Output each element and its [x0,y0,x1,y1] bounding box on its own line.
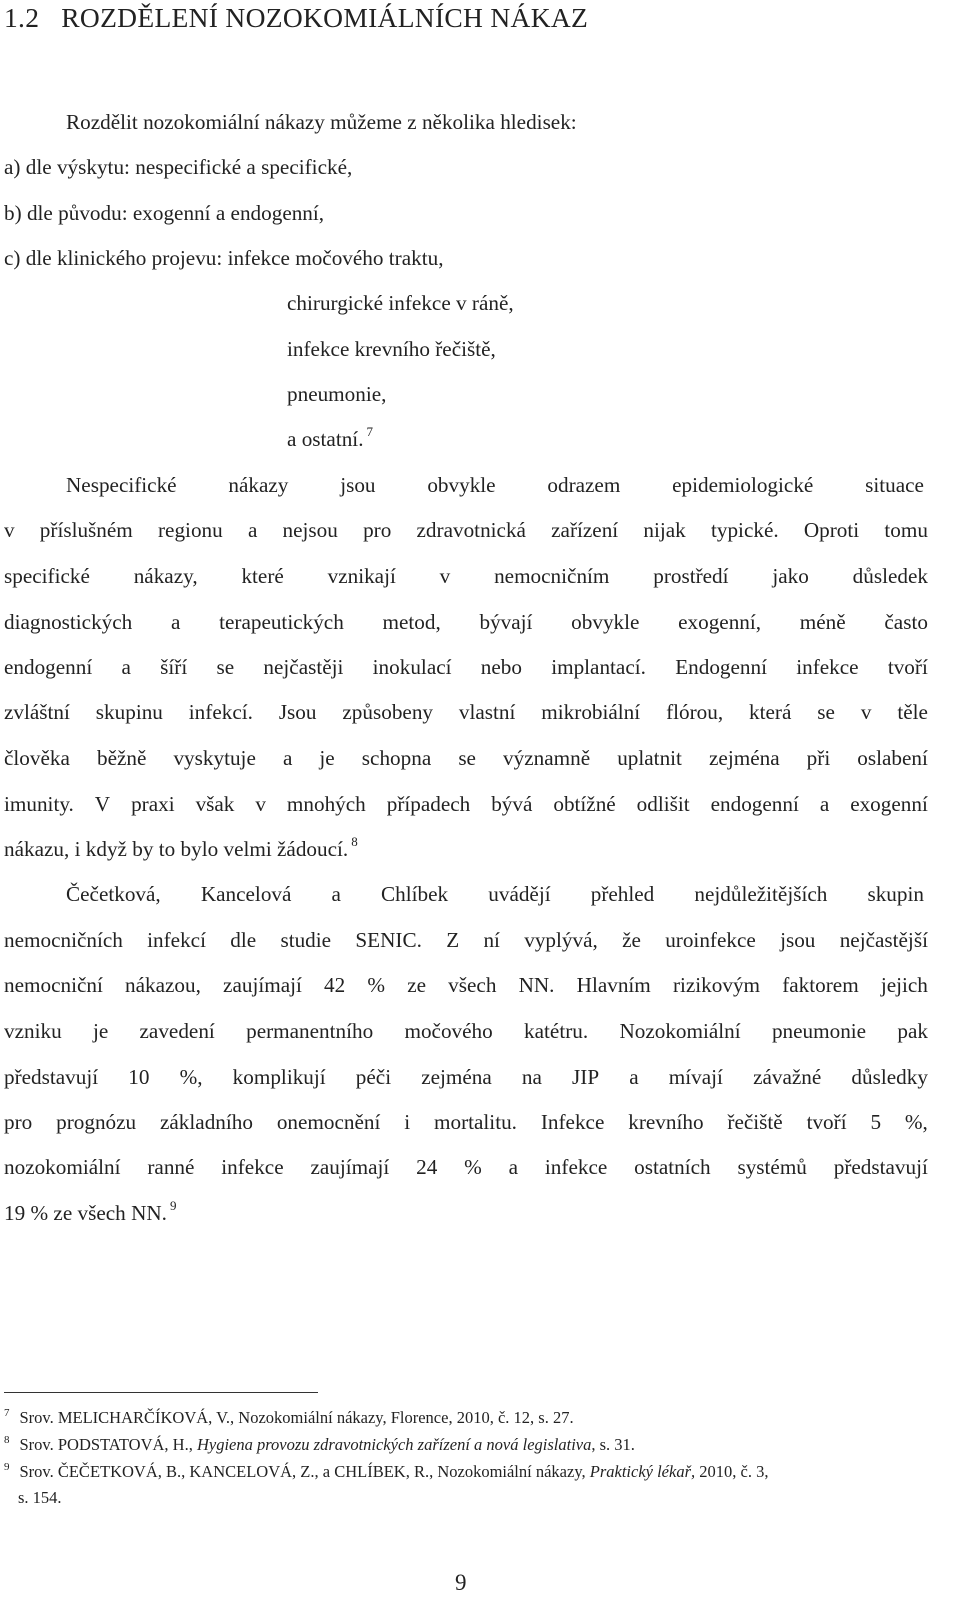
paragraph-line [4,973,928,998]
word: močového [404,1019,493,1043]
word: nemocniční [4,973,103,997]
paragraph-line [4,564,928,589]
word: Čečetková, [66,882,161,906]
word: nejdůležitějších [694,882,828,906]
word: bývají [479,610,533,634]
word: šíří [160,655,188,679]
paragraph-line [4,1019,928,1044]
word: prognózu [56,1110,137,1134]
footnote-ref: 9 [169,1198,177,1213]
word: na [521,1065,542,1089]
word: infekce [544,1155,608,1179]
word: tvoří [806,1110,847,1134]
word: % [367,973,386,997]
footnote-text: Srov. PODSTATOVÁ, H., [19,1435,197,1454]
word: Nozokomiální [619,1019,741,1043]
word: pneumonie [771,1019,867,1043]
word: těle [897,700,928,724]
word: zaujímají [223,973,302,997]
sublist-item-text: a ostatní. [287,427,364,451]
word: je [92,1019,109,1043]
word: Kancelová [200,882,292,906]
word: nemocničních [4,928,123,952]
word: situace [865,473,924,497]
word: ze [407,973,427,997]
paragraph-line [4,610,928,635]
word: rizikovým [672,973,761,997]
paragraph-line [4,792,928,817]
footnote-number: 9 [4,1461,10,1473]
word: i [404,1110,411,1134]
word: zdravotnická [416,518,526,542]
word: infekcí [147,928,206,952]
footnote-italic: Praktický lékař, [589,1462,696,1481]
word: zavedení [139,1019,215,1043]
word: 10 [128,1065,150,1089]
word: a [629,1065,639,1089]
paragraph-line [66,882,924,907]
word: vyskytuje [173,746,256,770]
word: v [860,700,872,724]
word: obvykle [571,610,640,634]
word: diagnostických [4,610,133,634]
word: přehled [590,882,655,906]
footnote-text: , s. 31. [591,1435,635,1454]
word: Oproti [803,518,860,542]
word: permanentního [246,1019,374,1043]
word: zaujímají [310,1155,390,1179]
word: vyplývá, [524,928,598,952]
paragraph-line [4,1198,177,1226]
word: důsledky [851,1065,928,1089]
word: se [216,655,235,679]
word: %, [179,1065,203,1089]
word: všech [448,973,497,997]
word: základního [160,1110,253,1134]
paragraph-line [66,473,924,498]
word: však [195,792,235,816]
footnote-italic: Hygiena provozu zdravotnických zařízení a nová legislativa [196,1435,592,1454]
word: specifické [4,564,90,588]
word: katétru. [524,1019,589,1043]
word: praxi [131,792,175,816]
list-item: b) dle původu: exogenní a endogenní, [4,201,325,225]
word: typické. [710,518,779,542]
word: která [749,700,792,724]
word: mikrobiální [541,700,641,724]
word: nákazy, [133,564,198,588]
word: Jsou [278,700,317,724]
word: NN. [518,973,555,997]
word: komplikují [232,1065,326,1089]
word: mívají [668,1065,723,1089]
word: onemocnění [276,1110,381,1134]
word: pro [363,518,392,542]
paragraph-line [4,1065,928,1090]
word: odlišit [636,792,690,816]
paragraph-line [4,834,358,862]
word: nejčastěji [263,655,344,679]
word: v [439,564,451,588]
sublist-item: chirurgické infekce v ráně, [287,291,514,315]
word: SENIC. [355,928,422,952]
word: případech [386,792,471,816]
word: Hlavním [576,973,651,997]
word: uplatnit [617,746,682,770]
word: se [458,746,476,770]
footnote-9-continuation: s. 154. [18,1488,62,1507]
word: skupinu [95,700,163,724]
section-title: ROZDĚLENÍ NOZOKOMIÁLNÍCH NÁKAZ [61,2,589,33]
paragraph-line-text: 19 % ze všech NN. [4,1201,167,1225]
word: nozokomiální [4,1155,121,1179]
word: regionu [158,518,223,542]
word: nejčastější [839,928,928,952]
footnote-7 [4,1408,574,1428]
sublist-item: infekce krevního řečiště, [287,337,496,361]
footnote-number: 7 [4,1407,10,1419]
word: nijak [643,518,686,542]
word: uroinfekce [665,928,756,952]
paragraph-line [4,1110,928,1135]
word: prostředí [653,564,729,588]
word: Chlíbek [381,882,449,906]
word: JIP [572,1065,600,1089]
word: bývá [491,792,533,816]
word: nejsou [282,518,338,542]
paragraph-line [4,1155,928,1180]
word: péči [355,1065,392,1089]
word: inokulací [372,655,452,679]
word: implantací. [551,655,646,679]
footnote-ref: 7 [366,424,373,439]
word: řečiště [727,1110,783,1134]
word: a [331,882,341,906]
word: vlastní [458,700,516,724]
section-number: 1.2 [4,2,40,33]
word: a [508,1155,519,1179]
word: infekce [796,655,859,679]
word: epidemiologické [672,473,814,497]
word: tvoří [887,655,928,679]
paragraph-line-text: nákazu, i když by to bylo velmi žádoucí. [4,837,349,861]
footnote-ref: 8 [351,834,358,849]
word: zejména [421,1065,492,1089]
word: člověka [4,746,70,770]
word: ostatních [634,1155,711,1179]
footnote-text: Srov. MELICHARČÍKOVÁ, V., Nozokomiální nákazy, Florence, 2010, č. 12, s. 27. [19,1408,574,1427]
word: pro [4,1110,33,1134]
word: nákazou, [125,973,201,997]
word: % [464,1155,482,1179]
word: tomu [884,518,928,542]
word: schopna [361,746,432,770]
word: krevního [628,1110,704,1134]
paragraph-line [4,928,928,953]
footnote-text: 2010, č. 3, [695,1462,769,1481]
word: jejich [880,973,928,997]
word: představují [833,1155,928,1179]
paragraph-line [4,746,928,771]
footnote-8 [4,1435,635,1455]
word: vznikají [327,564,396,588]
word: dle [230,928,257,952]
word: uvádějí [488,882,551,906]
word: 24 [416,1155,438,1179]
word: jsou [340,473,376,497]
word: pak [897,1019,928,1043]
word: a [247,518,258,542]
word: Nespecifické [66,473,177,497]
word: infekcí. [188,700,253,724]
word: infekce [221,1155,284,1179]
word: odrazem [547,473,621,497]
word: flórou, [666,700,724,724]
word: často [884,610,928,634]
footnote-number: 8 [4,1434,10,1446]
word: vzniku [4,1019,62,1043]
word: obvykle [427,473,496,497]
sublist-item [287,424,373,452]
word: a [121,655,131,679]
word: 42 [324,973,346,997]
word: nákazy [228,473,289,497]
sublist-item: pneumonie, [287,382,387,406]
word: zejména [709,746,780,770]
word: %, [904,1110,928,1134]
word: V [94,792,111,816]
word: obtížné [553,792,616,816]
list-item: a) dle výskytu: nespecifické a specifické, [4,155,353,179]
word: způsobeny [342,700,434,724]
word: se [817,700,835,724]
word: exogenní, [678,610,762,634]
word: Endogenní [675,655,767,679]
word: že [622,928,641,952]
footnote-text: Srov. ČEČETKOVÁ, B., KANCELOVÁ, Z., a CHLÍBEK, R., Nozokomiální nákazy, [19,1462,590,1481]
word: nemocničním [494,564,610,588]
word: v [4,518,15,542]
word: mnohých [286,792,366,816]
word: příslušném [39,518,133,542]
word: terapeutických [219,610,344,634]
word: imunity. [4,792,74,816]
word: faktorem [782,973,859,997]
word: metod, [382,610,441,634]
word: běžně [96,746,147,770]
word: endogenní [710,792,799,816]
word: exogenní [850,792,928,816]
paragraph-line [4,700,928,725]
word: endogenní [4,655,93,679]
word: nebo [480,655,522,679]
word: při [806,746,831,770]
word: významně [503,746,591,770]
word: Z [446,928,460,952]
word: zvláštní [4,700,70,724]
word: je [319,746,335,770]
word: představují [4,1065,99,1089]
word: jsou [780,928,816,952]
word: studie [280,928,332,952]
word: ranné [147,1155,195,1179]
word: ní [483,928,500,952]
intro-line: Rozdělit nozokomiální nákazy můžeme z několika hledisek: [66,110,577,134]
paragraph-line [4,518,928,543]
list-item: c) dle klinického projevu: infekce močového traktu, [4,246,444,270]
paragraph-line [4,655,928,680]
word: závažné [753,1065,822,1089]
word: Infekce [540,1110,605,1134]
word: v [255,792,266,816]
word: jako [772,564,809,588]
word: důsledek [852,564,928,588]
word: které [241,564,284,588]
word: mortalitu. [434,1110,517,1134]
word: systémů [737,1155,807,1179]
section-heading [4,2,588,34]
word: a [282,746,293,770]
word: skupin [867,882,924,906]
word: zařízení [551,518,619,542]
word: méně [799,610,846,634]
word: a [819,792,830,816]
footnote-divider [4,1392,318,1393]
word: oslabení [857,746,928,770]
page-number: 9 [455,1570,467,1595]
footnote-9 [4,1462,768,1482]
word: 5 [870,1110,882,1134]
word: a [170,610,181,634]
